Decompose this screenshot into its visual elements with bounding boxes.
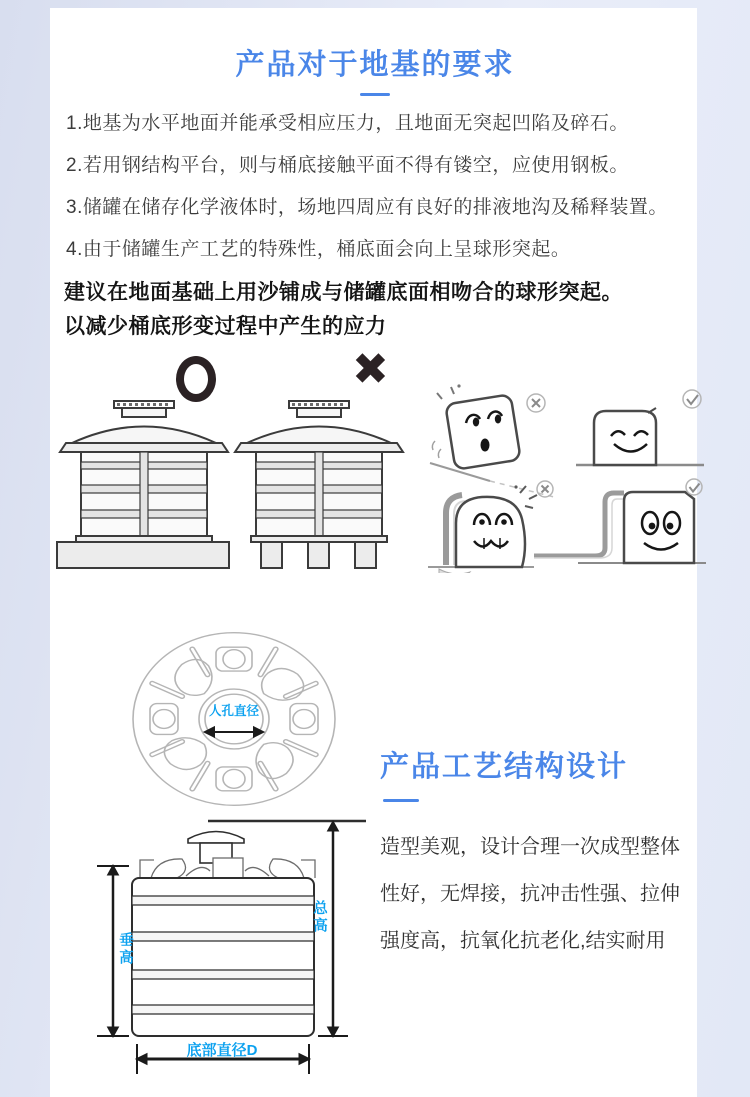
- tank-top-view-drawing: [127, 628, 343, 814]
- title-underline: [383, 799, 419, 802]
- x-mark-icon: [527, 394, 545, 412]
- advice-line: 以减少桶底形变过程中产生的应力: [64, 315, 387, 338]
- cartoon-squeezed-tank: [428, 481, 553, 573]
- structure-description: [380, 824, 700, 965]
- cartoon-tilted-tank: [430, 384, 554, 497]
- total-height-label: 总高: [311, 900, 327, 935]
- cartoon-flat-tank: [576, 390, 704, 465]
- wrong-cross-icon: ✖: [352, 345, 389, 394]
- requirement-list: [66, 112, 698, 280]
- tank-on-legs-illustration: [231, 398, 406, 570]
- requirement-item: 4.由于储罐生产工艺的特殊性，桶底面会向上呈球形突起。: [66, 239, 571, 260]
- vertical-height-label: 垂高: [117, 932, 133, 967]
- cartoon-supported-tank: [534, 479, 706, 563]
- requirement-item: 3.储罐在储存化学液体时，场地四周应有良好的排液地沟及稀释装置。: [66, 197, 668, 218]
- bottom-diameter-label: 底部直径D: [186, 1042, 258, 1059]
- description-line: 强度高，抗氧化抗老化,结实耐用: [380, 930, 666, 952]
- advice-text: [64, 276, 704, 344]
- solid-foundation-block: [57, 542, 229, 568]
- requirement-item: 2.若用钢结构平台，则与桶底接触平面不得有镂空，应使用钢板。: [66, 155, 629, 176]
- description-line: 造型美观，设计合理一次成型整体: [380, 836, 680, 858]
- structure-section-title: 产品工艺结构设计: [380, 751, 629, 783]
- check-mark-icon: [686, 479, 702, 495]
- manhole-diameter-label: 人孔直径: [208, 704, 259, 718]
- description-line: 性好，无焊接，抗冲击性强、拉伸: [380, 883, 680, 905]
- requirement-item: 1.地基为水平地面并能承受相应压力，且地面无突起凹陷及碎石。: [66, 113, 629, 134]
- x-mark-icon: [537, 481, 553, 497]
- check-mark-icon: [683, 390, 701, 408]
- support-legs: [261, 542, 376, 568]
- placement-cartoon-illustration: [428, 383, 706, 573]
- foundation-section-title: 产品对于地基的要求: [235, 49, 515, 81]
- correct-circle-icon: [176, 356, 216, 402]
- advice-line: 建议在地面基础上用沙铺成与储罐底面相吻合的球形突起。: [64, 281, 623, 304]
- title-underline: [360, 93, 390, 96]
- tank-on-solid-base-illustration: [56, 398, 231, 570]
